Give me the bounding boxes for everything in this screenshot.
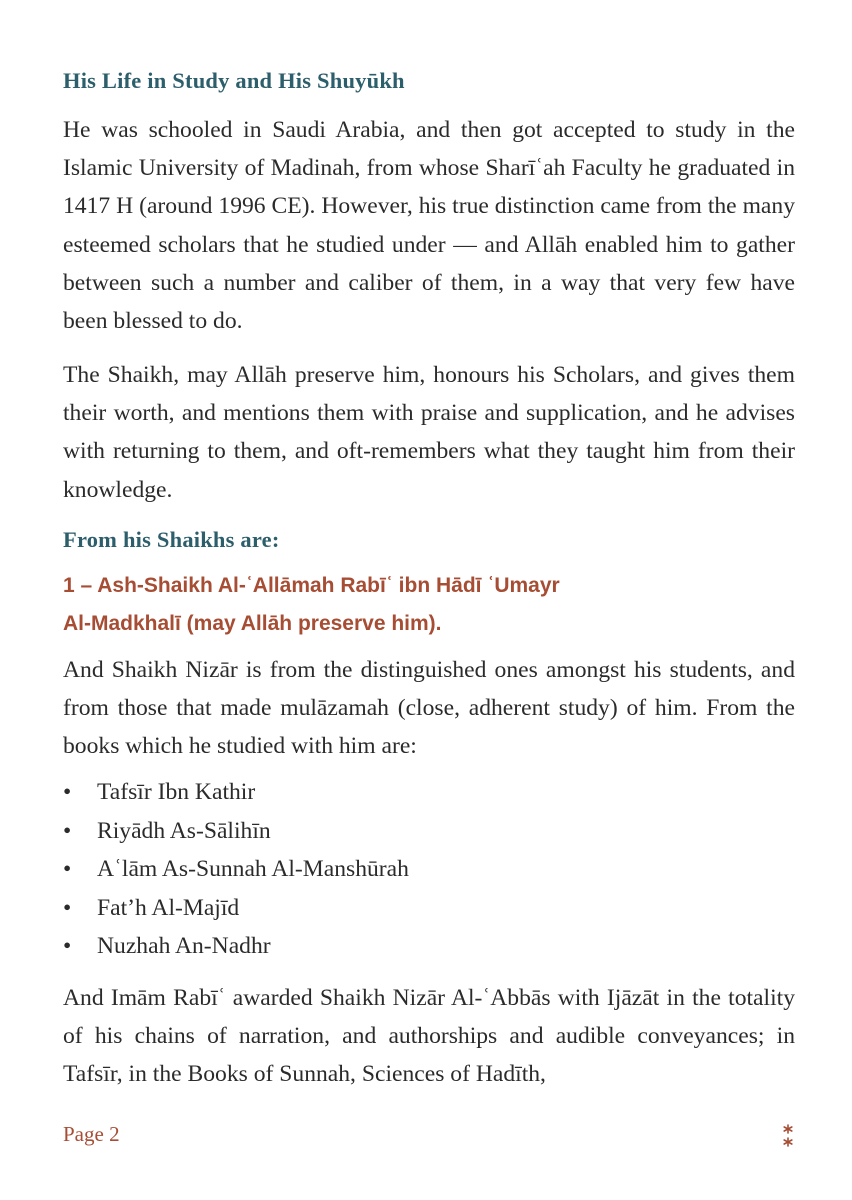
- book-title: Aʿlām As-Sunnah Al-Manshūrah: [97, 856, 409, 882]
- list-item: [63, 850, 409, 889]
- page-number: Page 2: [63, 1122, 120, 1146]
- book-title: Fat’h Al-Majīd: [97, 894, 240, 921]
- paragraph-honours-scholars: The Shaikh, may Allāh preserve him, honours his Scholars, and gives them their worth, and mentions them with praise and supplication, and he advises with returning to them, and oft-remembers what they taught him from their knowledge.: [63, 362, 795, 503]
- list-item: [63, 773, 409, 812]
- paragraph-students: And Shaikh Nizār is from the distinguished ones amongst his students, and from those that made mulāzamah (close, adherent study) of him. From the books which he studied with him are:: [63, 657, 795, 760]
- paragraph-schooling: He was schooled in Saudi Arabia, and then got accepted to study in the Islamic University of Madinah, from whose Sharīʿah Faculty he graduated in 1417 H (around 1996 CE). However, his true distinction came from the many esteemed scholars that he studied under — and Allāh enabled him to gather between such a number and caliber of them, in a way that very few have been blessed to do.: [63, 117, 795, 335]
- book-title: Riyādh As-Sālihīn: [97, 817, 271, 844]
- book-title: Nuzhah An-Nadhr: [97, 933, 271, 959]
- bullet-icon: •: [63, 933, 72, 959]
- shaikh-heading-line-1: 1 – Ash-Shaikh Al-ʿAllāmah Rabīʿ ibn Hādī ʿUmayr: [63, 574, 560, 597]
- list-item: [63, 927, 409, 966]
- bullet-icon: •: [63, 817, 72, 844]
- shaikh-heading-line-2: Al-Madkhalī (may Allāh preserve him).: [63, 612, 442, 635]
- section-heading-life-study: His Life in Study and His Shuyūkh: [63, 68, 405, 93]
- section-heading-shaikhs: From his Shaikhs are:: [63, 527, 280, 552]
- bullet-icon: •: [63, 779, 72, 805]
- book-title: Tafsīr Ibn Kathir: [97, 779, 256, 805]
- bullet-icon: •: [63, 894, 72, 921]
- list-item: [63, 812, 409, 851]
- ornament-asterisks-icon: [781, 1124, 795, 1153]
- bullet-icon: •: [63, 856, 72, 882]
- books-list: [63, 773, 409, 966]
- list-item: [63, 889, 409, 928]
- paragraph-ijazat: And Imām Rabīʿ awarded Shaikh Nizār Al-ʿAbbās with Ijāzāt in the totality of his chains of narration, and authorships and audible conveyances; in Tafsīr, in the Books of Sunnah, Sciences of Hadīth,: [63, 985, 795, 1088]
